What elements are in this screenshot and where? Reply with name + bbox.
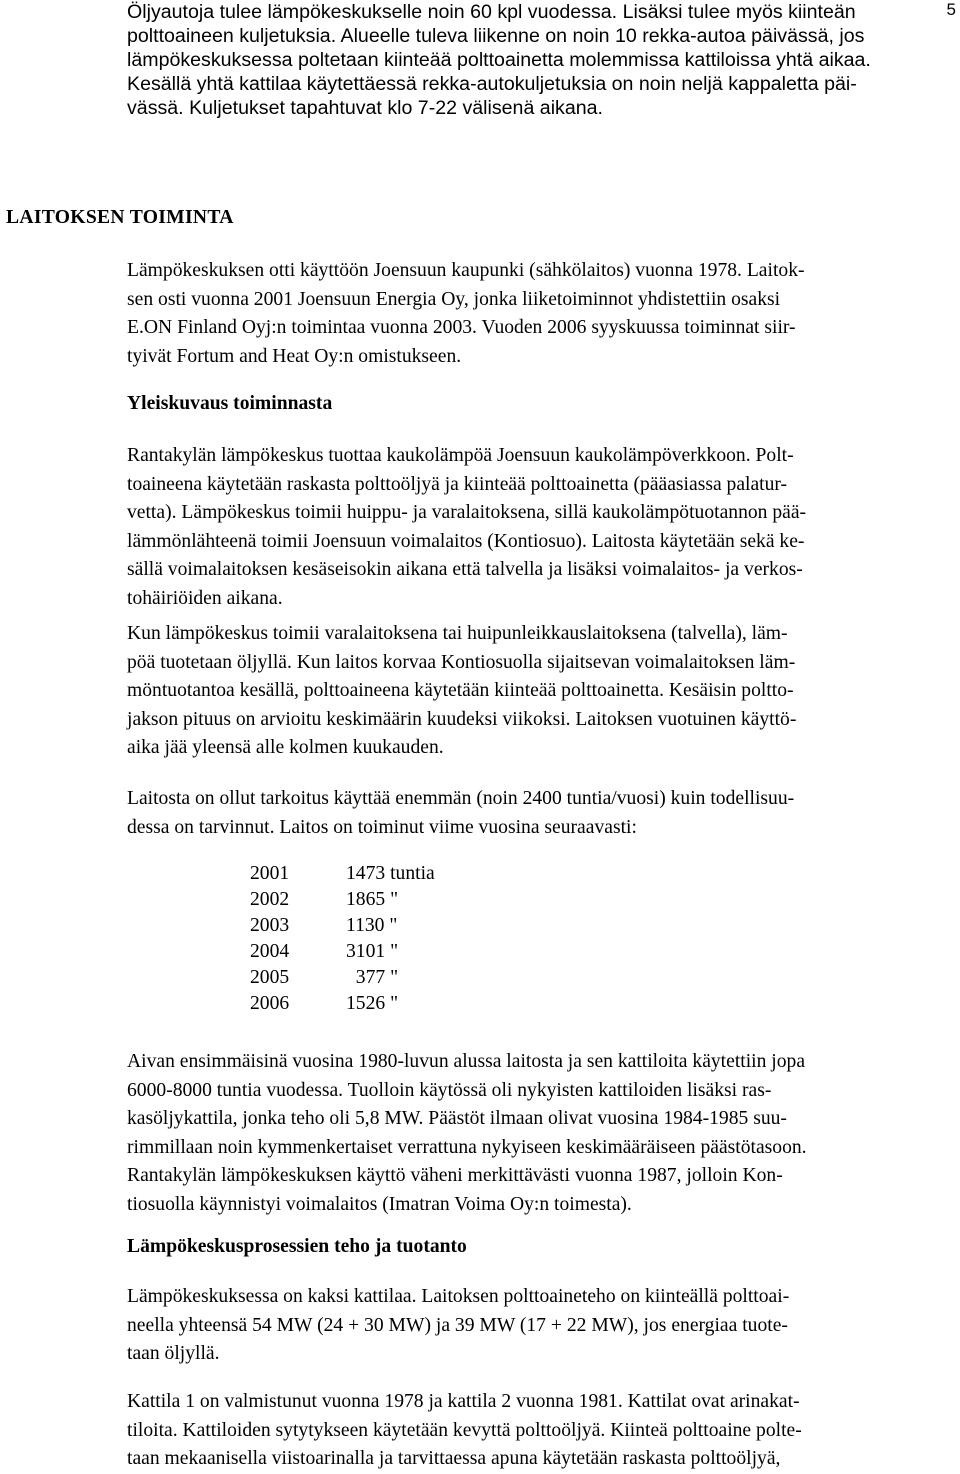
year-cell: 2005 xyxy=(250,967,290,988)
text-line: lämpökeskuksessa poltetaan kiinteää polttoainetta molemmissa kattiloissa yhtä aikaa. xyxy=(127,49,871,71)
text-line: Rantakylän lämpökeskus tuottaa kaukolämpöä Joensuun kaukolämpöverkkoon. Polt- xyxy=(127,445,794,466)
text-line: taan öljyllä. xyxy=(127,1343,220,1364)
text-line: E.ON Finland Oyj:n toimintaa vuonna 2003. Vuoden 2006 syyskuussa toiminnat siir- xyxy=(127,317,796,338)
hours-cell: 1526 " xyxy=(346,993,399,1014)
text-line: tohäiriöiden aikana. xyxy=(127,587,283,609)
section-title: LAITOKSEN TOIMINTA xyxy=(6,207,234,228)
text-line: sällä voimalaitoksen kesäseisokin aikana että talvella ja lisäksi voimalaitos- ja verkos- xyxy=(127,559,803,580)
boilers-paragraph xyxy=(127,1283,927,1369)
year-cell: 2003 xyxy=(250,915,290,936)
hours-cell: 1865 " xyxy=(346,889,399,910)
page-number: 5 xyxy=(946,0,956,19)
text-line: neella yhteensä 54 MW (24 + 30 MW) ja 39 MW (17 + 22 MW), jos energiaa tuote- xyxy=(127,1314,788,1336)
hours-cell: 377 " xyxy=(346,967,399,988)
table-row xyxy=(250,887,435,913)
text-line: Kun lämpökeskus toimii varalaitoksena tai huipunleikkauslaitoksena (talvella), läm- xyxy=(127,623,788,644)
text-line: aika jää yleensä alle kolmen kuukauden. xyxy=(127,737,444,758)
usage-paragraph xyxy=(127,785,927,842)
text-line: Rantakylän lämpökeskuksen käyttö väheni merkittävästi vuonna 1987, jolloin Kon- xyxy=(127,1165,783,1186)
year-cell: 2002 xyxy=(250,889,290,910)
operation-paragraph xyxy=(127,620,927,763)
subheading-overview: Yleiskuvaus toiminnasta xyxy=(127,393,333,414)
hours-cell: 1473 tuntia xyxy=(346,863,435,884)
text-line: vässä. Kuljetukset tapahtuvat klo 7-22 välisenä aikana. xyxy=(127,97,603,119)
hours-cell: 3101 " xyxy=(346,941,399,962)
boiler-details-paragraph xyxy=(127,1388,927,1474)
text-line: Aivan ensimmäisinä vuosina 1980-luvun alussa laitosta ja sen kattiloita käytettiin jopa xyxy=(127,1051,806,1072)
table-row xyxy=(250,939,435,965)
text-line: tyivät Fortum and Heat Oy:n omistukseen. xyxy=(127,345,462,367)
text-line: jakson pituus on arvioitu keskimäärin kuudeksi viikoksi. Laitoksen vuotuinen käyttö- xyxy=(127,708,797,730)
text-line: pöä tuotetaan öljyllä. Kun laitos korvaa Kontiosuolla sijaitsevan voimalaitoksen läm- xyxy=(127,651,796,673)
early-years-paragraph xyxy=(127,1048,927,1219)
subheading-capacity: Lämpökeskusprosessien teho ja tuotanto xyxy=(127,1236,467,1257)
text-line: Lämpökeskuksen otti käyttöön Joensuun kaupunki (sähkölaitos) vuonna 1978. Laitok- xyxy=(127,260,805,281)
text-line: tiosuolla käynnistyi voimalaitos (Imatran Voima Oy:n toimesta). xyxy=(127,1193,632,1215)
hours-cell: 1130 " xyxy=(346,915,398,936)
text-line: möntuotantoa kesällä, polttoaineena käytetään kiinteää polttoainetta. Kesäisin poltto- xyxy=(127,680,794,701)
overview-paragraph xyxy=(127,442,927,613)
operating-hours-table xyxy=(250,861,435,1017)
intro-paragraph xyxy=(127,0,927,120)
history-paragraph xyxy=(127,257,927,371)
text-line: Kesällä yhtä kattilaa käytettäessä rekka-autokuljetuksia on noin neljä kappaletta päi- xyxy=(127,73,857,95)
text-line: polttoaineen kuljetuksia. Alueelle tuleva liikenne on noin 10 rekka-autoa päivässä, jos xyxy=(127,25,865,47)
table-row xyxy=(250,991,435,1017)
table-row xyxy=(250,861,435,887)
text-line: Kattila 1 on valmistunut vuonna 1978 ja kattila 2 vuonna 1981. Kattilat ovat arinakat- xyxy=(127,1391,800,1412)
text-line: vetta). Lämpökeskus toimii huippu- ja varalaitoksena, sillä kaukolämpötuotannon pää- xyxy=(127,502,807,523)
text-line: dessa on tarvinnut. Laitos on toiminut viime vuosina seuraavasti: xyxy=(127,816,637,838)
text-line: Laitosta on ollut tarkoitus käyttää enemmän (noin 2400 tuntia/vuosi) kuin todellisuu- xyxy=(127,788,795,809)
year-cell: 2004 xyxy=(250,941,290,962)
text-line: kasöljykattila, jonka teho oli 5,8 MW. Päästöt ilmaan olivat vuosina 1984-1985 suu- xyxy=(127,1108,787,1129)
text-line: sen osti vuonna 2001 Joensuun Energia Oy, jonka liiketoiminnot yhdistettiin osaksi xyxy=(127,288,781,310)
table-row xyxy=(250,965,435,991)
year-cell: 2006 xyxy=(250,993,290,1014)
text-line: toaineena käytetään raskasta polttoöljyä ja kiinteää polttoainetta (pääasiassa palatur- xyxy=(127,473,788,495)
text-line: lämmönlähteenä toimii Joensuun voimalaitos (Kontiosuo). Laitosta käytetään sekä ke- xyxy=(127,530,805,552)
text-line: tiloita. Kattiloiden sytytykseen käytetään kevyttä polttoöljyä. Kiinteä polttoaine polte- xyxy=(127,1419,802,1441)
year-cell: 2001 xyxy=(250,863,290,884)
table-row xyxy=(250,913,435,939)
text-line: rimmillaan noin kymmenkertaiset verrattuna nykyiseen keskimääräiseen päästötasoon. xyxy=(127,1136,807,1158)
text-line: Öljyautoja tulee lämpökeskukselle noin 60 kpl vuodessa. Lisäksi tulee myös kiinteän xyxy=(127,1,856,23)
text-line: taan mekaanisella viistoarinalla ja tarvittaessa apuna käytetään raskasta polttoöljyä, xyxy=(127,1448,781,1469)
text-line: Lämpökeskuksessa on kaksi kattilaa. Laitoksen polttoaineteho on kiinteällä polttoai- xyxy=(127,1286,790,1307)
text-line: 6000-8000 tuntia vuodessa. Tuolloin käytössä oli nykyisten kattiloiden lisäksi ras- xyxy=(127,1079,772,1101)
